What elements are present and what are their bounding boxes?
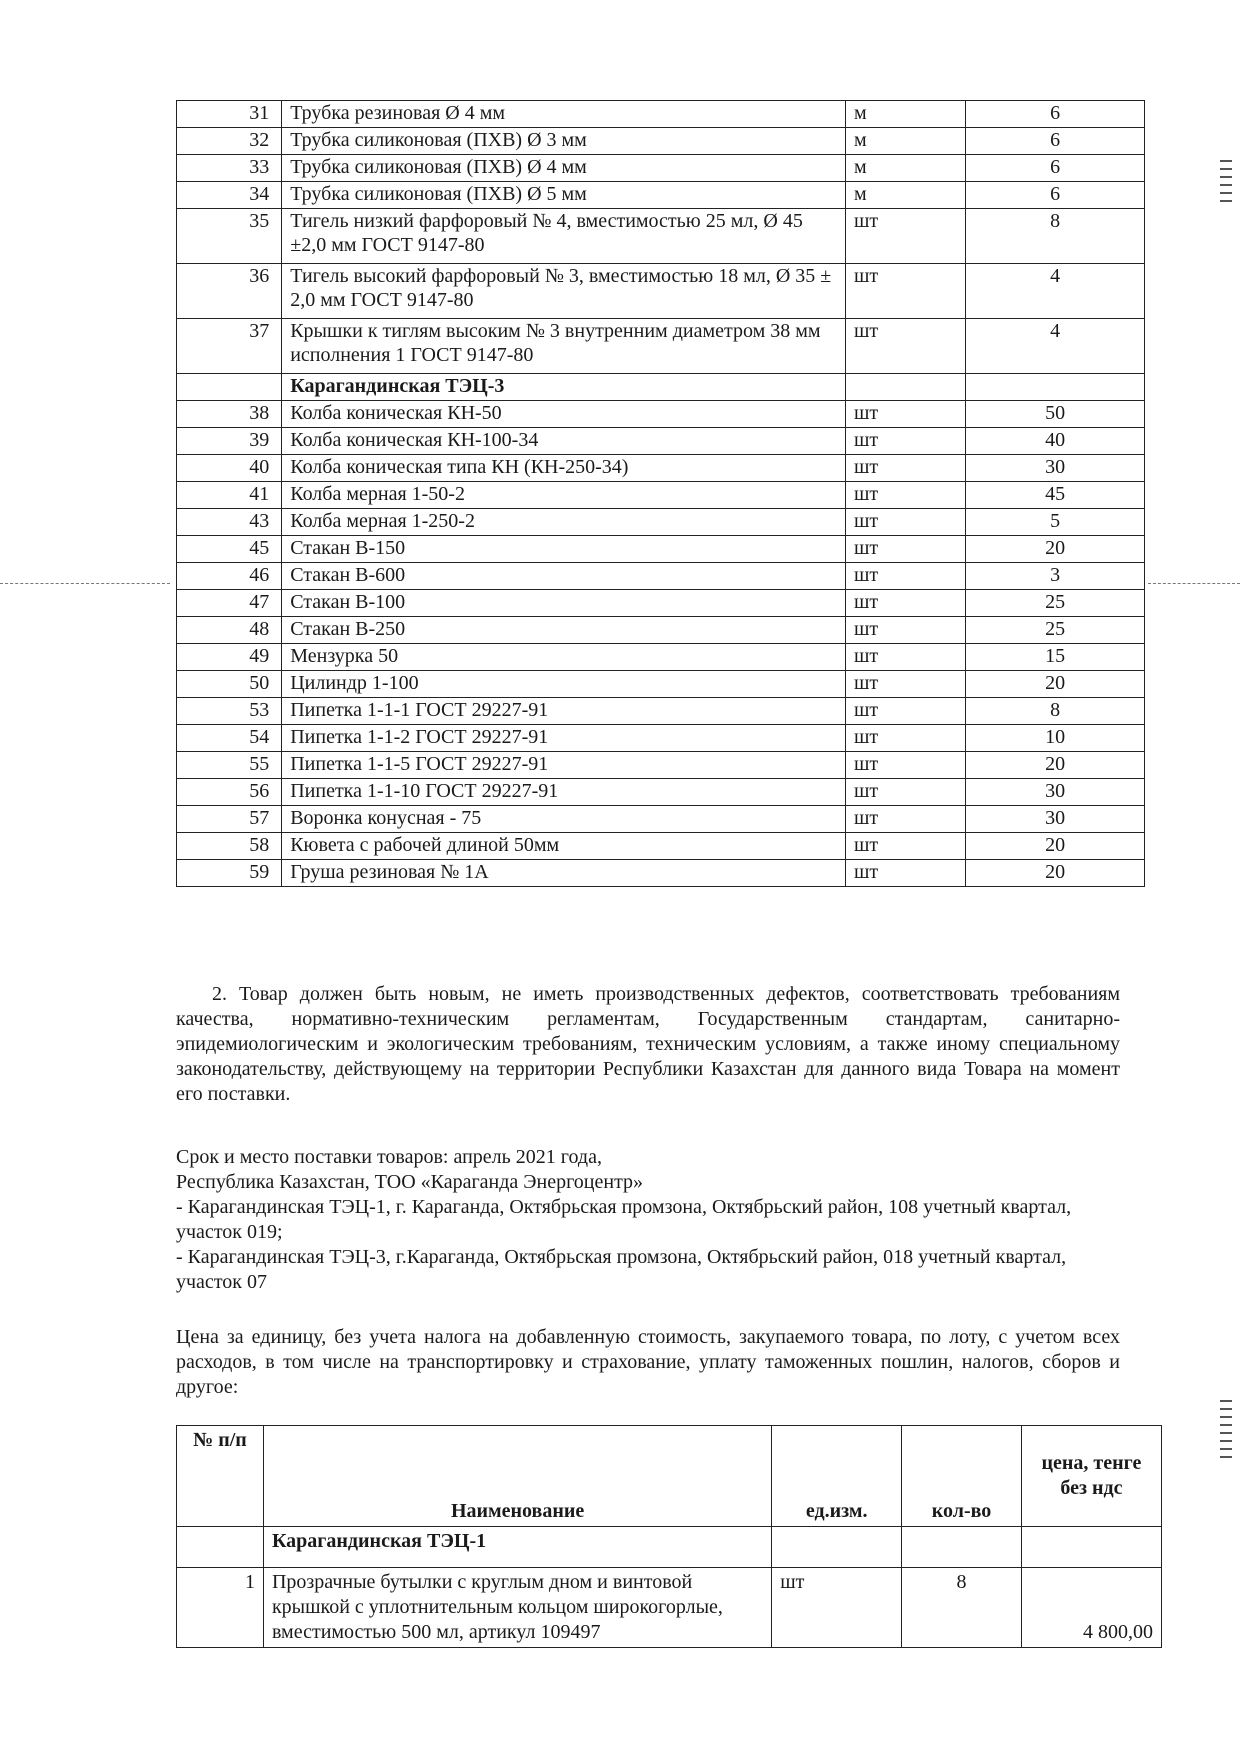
item-name: Колба коническая типа КН (КН-250-34) [282, 455, 846, 482]
section-qty-cell [902, 1527, 1022, 1568]
item-unit: шт [772, 1568, 902, 1648]
section-price-cell [1021, 1527, 1161, 1568]
item-unit: шт [845, 401, 965, 428]
item-unit: шт [845, 779, 965, 806]
item-qty: 20 [966, 860, 1145, 887]
item-price: 4 800,00 [1021, 1568, 1161, 1648]
item-qty: 10 [966, 725, 1145, 752]
item-unit: шт [845, 536, 965, 563]
row-number: 45 [177, 536, 282, 563]
item-qty: 30 [966, 779, 1145, 806]
item-unit: шт [845, 833, 965, 860]
price-table [176, 1425, 1162, 1648]
item-name: Пипетка 1-1-10 ГОСТ 29227-91 [282, 779, 846, 806]
item-qty: 6 [966, 101, 1145, 128]
item-qty: 8 [966, 698, 1145, 725]
section-row [177, 1527, 1162, 1568]
item-name: Крышки к тиглям высоким № 3 внутренним диаметром 38 мм исполнения 1 ГОСТ 9147-80 [282, 319, 846, 374]
item-unit: шт [845, 860, 965, 887]
table-row [177, 401, 1145, 428]
item-qty: 20 [966, 536, 1145, 563]
item-unit: шт [845, 482, 965, 509]
section-title: Карагандинская ТЭЦ-1 [263, 1527, 771, 1568]
item-name: Стакан В-600 [282, 563, 846, 590]
row-number: 40 [177, 455, 282, 482]
row-number: 39 [177, 428, 282, 455]
section-number-cell [177, 1527, 264, 1568]
section-qty-cell [966, 374, 1145, 401]
table-row [177, 563, 1145, 590]
item-qty: 30 [966, 455, 1145, 482]
table-row [177, 833, 1145, 860]
delivery-company: Республика Казахстан, ТОО «Караганда Энергоцентр» [176, 1171, 644, 1193]
row-number: 36 [177, 264, 282, 319]
delivery-address-tec3: - Карагандинская ТЭЦ-3, г.Караганда, Октябрьская промзона, Октябрьский район, 018 учетный квартал, участок 07 [176, 1246, 1067, 1293]
item-name: Трубка силиконовая (ПХВ) Ø 3 мм [282, 128, 846, 155]
table-row [177, 101, 1145, 128]
item-qty: 25 [966, 590, 1145, 617]
row-number: 50 [177, 671, 282, 698]
paragraph-goods-requirements [176, 982, 1120, 1107]
price-note [176, 1325, 1120, 1400]
table-row [177, 455, 1145, 482]
item-unit: шт [845, 455, 965, 482]
table-row [177, 1568, 1162, 1648]
spec-table [176, 100, 1145, 887]
item-unit: шт [845, 563, 965, 590]
item-qty: 20 [966, 752, 1145, 779]
section-title: Карагандинская ТЭЦ-3 [282, 374, 846, 401]
item-unit: шт [845, 725, 965, 752]
item-name: Колба коническая КН-50 [282, 401, 846, 428]
item-qty: 3 [966, 563, 1145, 590]
item-name: Стакан В-250 [282, 617, 846, 644]
header-price: цена, тенге без ндс [1021, 1426, 1161, 1527]
item-unit: шт [845, 617, 965, 644]
item-name: Прозрачные бутылки с круглым дном и винтовой крышкой с уплотнительным кольцом широкогорлые, вместимостью 500 мл, артикул 109497 [263, 1568, 771, 1648]
item-qty: 20 [966, 833, 1145, 860]
item-qty: 8 [966, 209, 1145, 264]
item-name: Стакан В-100 [282, 590, 846, 617]
row-number: 33 [177, 155, 282, 182]
row-number: 57 [177, 806, 282, 833]
table-row [177, 536, 1145, 563]
table-row [177, 509, 1145, 536]
header-unit: ед.изм. [772, 1426, 902, 1527]
row-number: 47 [177, 590, 282, 617]
item-name: Трубка силиконовая (ПХВ) Ø 5 мм [282, 182, 846, 209]
item-unit: шт [845, 209, 965, 264]
table-row [177, 428, 1145, 455]
row-number: 35 [177, 209, 282, 264]
item-name: Цилиндр 1-100 [282, 671, 846, 698]
row-number: 38 [177, 401, 282, 428]
item-name: Тигель высокий фарфоровый № 3, вместимостью 18 мл, Ø 35 ± 2,0 мм ГОСТ 9147-80 [282, 264, 846, 319]
table-row [177, 698, 1145, 725]
scan-dash-line-right [1148, 583, 1240, 584]
item-unit: шт [845, 428, 965, 455]
item-qty: 40 [966, 428, 1145, 455]
table-row [177, 779, 1145, 806]
table-row [177, 617, 1145, 644]
row-number: 54 [177, 725, 282, 752]
scan-edge-marks [1220, 160, 1232, 208]
row-number: 43 [177, 509, 282, 536]
item-unit: шт [845, 319, 965, 374]
item-name: Трубка резиновая Ø 4 мм [282, 101, 846, 128]
item-name: Колба мерная 1-250-2 [282, 509, 846, 536]
price-note-text: Цена за единицу, без учета налога на добавленную стоимость, закупаемого товара, по лоту, с учетом всех расходов, в том числе на транспортировку и страхование, уплату таможенных пошлин, налогов, сборов и другое: [176, 1326, 1120, 1398]
table-row [177, 482, 1145, 509]
item-name: Пипетка 1-1-1 ГОСТ 29227-91 [282, 698, 846, 725]
item-name: Груша резиновая № 1А [282, 860, 846, 887]
row-number: 58 [177, 833, 282, 860]
row-number: 59 [177, 860, 282, 887]
header-qty: кол-во [902, 1426, 1022, 1527]
item-name: Стакан В-150 [282, 536, 846, 563]
item-unit: м [845, 101, 965, 128]
paragraph-text: 2. Товар должен быть новым, не иметь производственных дефектов, соответствовать требованиям качества, нормативно-техническим регламентам, Государственным стандартам, санитарно-эпидемиологическим и экологическим требованиям, техническим условиям, а также иному специальному законодательству, действующему на территории Республики Казахстан для данного вида Товара на момент его поставки. [176, 983, 1120, 1105]
item-qty: 6 [966, 155, 1145, 182]
item-unit: м [845, 128, 965, 155]
row-number: 34 [177, 182, 282, 209]
row-number: 1 [177, 1568, 264, 1648]
row-number: 55 [177, 752, 282, 779]
header-number: № п/п [177, 1426, 264, 1527]
delivery-term: Срок и место поставки товаров: апрель 2021 года, [176, 1146, 602, 1168]
header-name: Наименование [263, 1426, 771, 1527]
item-qty: 50 [966, 401, 1145, 428]
item-unit: м [845, 182, 965, 209]
item-qty: 25 [966, 617, 1145, 644]
item-name: Кювета с рабочей длиной 50мм [282, 833, 846, 860]
section-unit-cell [772, 1527, 902, 1568]
table-row [177, 319, 1145, 374]
item-qty: 4 [966, 264, 1145, 319]
table-row [177, 209, 1145, 264]
item-qty: 45 [966, 482, 1145, 509]
row-number: 46 [177, 563, 282, 590]
item-unit: шт [845, 644, 965, 671]
item-name: Воронка конусная - 75 [282, 806, 846, 833]
scan-edge-marks-lower [1220, 1400, 1232, 1464]
row-number: 49 [177, 644, 282, 671]
delivery-address-tec1: - Карагандинская ТЭЦ-1, г. Караганда, Октябрьская промзона, Октябрьский район, 108 учетный квартал, участок 019; [176, 1196, 1072, 1243]
item-unit: шт [845, 509, 965, 536]
item-unit: м [845, 155, 965, 182]
item-unit: шт [845, 752, 965, 779]
row-number: 56 [177, 779, 282, 806]
item-unit: шт [845, 806, 965, 833]
item-qty: 15 [966, 644, 1145, 671]
delivery-block [176, 1145, 1120, 1295]
table-row [177, 725, 1145, 752]
section-row [177, 374, 1145, 401]
row-number: 31 [177, 101, 282, 128]
item-name: Колба коническая КН-100-34 [282, 428, 846, 455]
section-unit-cell [845, 374, 965, 401]
table-row [177, 264, 1145, 319]
table-row [177, 155, 1145, 182]
table-row [177, 590, 1145, 617]
row-number: 41 [177, 482, 282, 509]
table-row [177, 752, 1145, 779]
item-qty: 6 [966, 128, 1145, 155]
row-number: 32 [177, 128, 282, 155]
item-name: Пипетка 1-1-5 ГОСТ 29227-91 [282, 752, 846, 779]
table-row [177, 860, 1145, 887]
item-name: Тигель низкий фарфоровый № 4, вместимостью 25 мл, Ø 45 ±2,0 мм ГОСТ 9147-80 [282, 209, 846, 264]
item-unit: шт [845, 698, 965, 725]
item-name: Мензурка 50 [282, 644, 846, 671]
table-row [177, 128, 1145, 155]
item-unit: шт [845, 671, 965, 698]
item-qty: 5 [966, 509, 1145, 536]
table-header-row [177, 1426, 1162, 1527]
row-number: 53 [177, 698, 282, 725]
row-number: 37 [177, 319, 282, 374]
item-qty: 4 [966, 319, 1145, 374]
item-qty: 20 [966, 671, 1145, 698]
table-row [177, 806, 1145, 833]
item-name: Трубка силиконовая (ПХВ) Ø 4 мм [282, 155, 846, 182]
item-unit: шт [845, 264, 965, 319]
section-number-cell [177, 374, 282, 401]
row-number: 48 [177, 617, 282, 644]
item-qty: 8 [902, 1568, 1022, 1648]
table-row [177, 644, 1145, 671]
table-row [177, 671, 1145, 698]
table-row [177, 182, 1145, 209]
item-qty: 6 [966, 182, 1145, 209]
item-unit: шт [845, 590, 965, 617]
item-name: Колба мерная 1-50-2 [282, 482, 846, 509]
scan-dash-line-left [0, 583, 170, 584]
item-qty: 30 [966, 806, 1145, 833]
item-name: Пипетка 1-1-2 ГОСТ 29227-91 [282, 725, 846, 752]
